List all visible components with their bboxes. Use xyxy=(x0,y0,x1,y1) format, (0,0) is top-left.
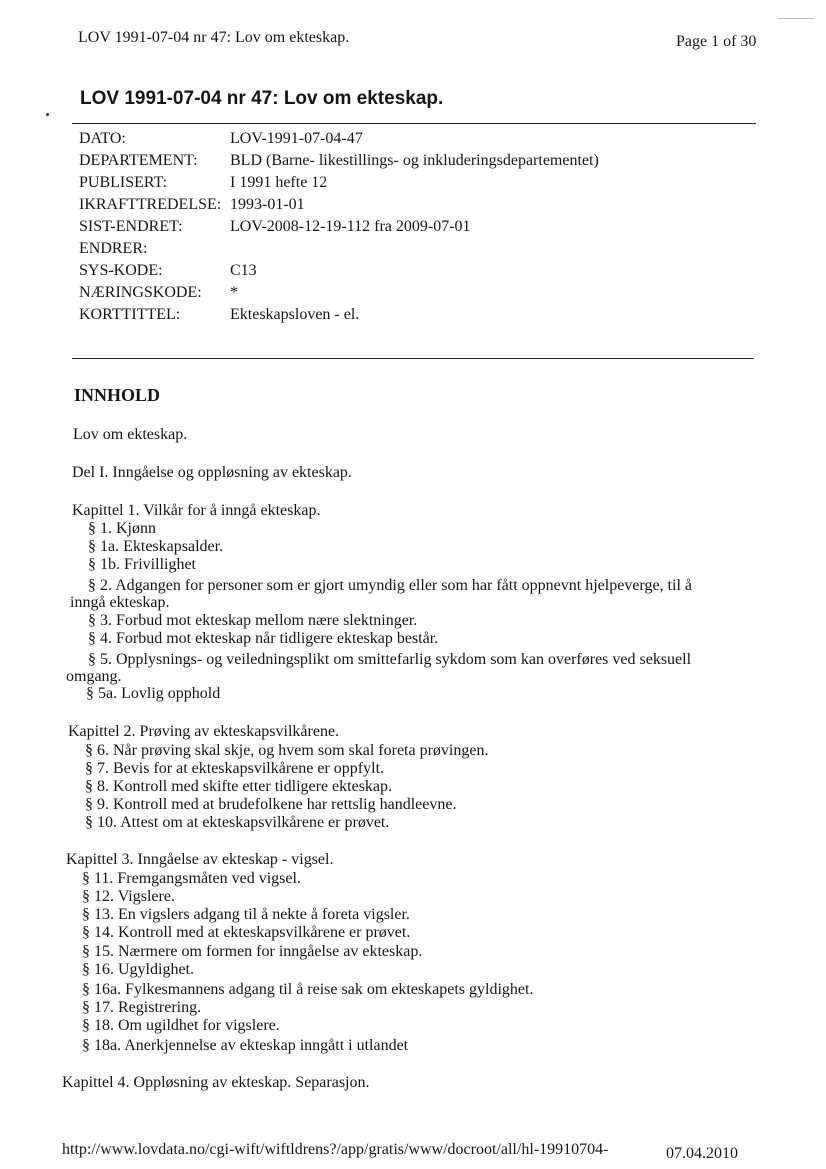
toc-section-item-continued[interactable]: inngå ekteskap. xyxy=(70,594,170,611)
metadata-key: ENDRER: xyxy=(79,240,148,257)
divider-top xyxy=(72,123,756,124)
footer-url[interactable]: http://www.lovdata.no/cgi-wift/wiftldrens?/app/gratis/www/docroot/all/hl-19910704- xyxy=(62,1141,609,1158)
toc-section-item[interactable]: § 1b. Frivillighet xyxy=(88,556,196,573)
metadata-value: Ekteskapsloven - el. xyxy=(230,306,360,323)
metadata-value: BLD (Barne- likestillings- og inkluderingsdepartementet) xyxy=(230,152,599,169)
metadata-key: KORTTITTEL: xyxy=(79,306,181,323)
metadata-value: I 1991 hefte 12 xyxy=(230,174,328,191)
toc-section-item[interactable]: § 15. Nærmere om formen for inngåelse av ekteskap. xyxy=(82,943,423,960)
metadata-row-sist-endret xyxy=(79,218,759,240)
metadata-key: SIST-ENDRET: xyxy=(79,218,183,235)
toc-section-item[interactable]: § 5a. Lovlig opphold xyxy=(86,685,221,702)
toc-section-item[interactable]: § 5. Opplysnings- og veiledningsplikt om smittefarlig sykdom som kan overføres ved seksuell xyxy=(88,651,692,668)
toc-section-item[interactable]: § 9. Kontroll med at brudefolkene har rettslig handleevne. xyxy=(85,796,457,813)
metadata-row-endrer xyxy=(79,240,759,262)
toc-section-item[interactable]: § 11. Fremgangsmåten ved vigsel. xyxy=(82,870,301,887)
toc-section-item[interactable]: § 4. Forbud mot ekteskap når tidligere ekteskap består. xyxy=(88,630,439,647)
toc-section-item[interactable]: § 3. Forbud mot ekteskap mellom nære slektninger. xyxy=(88,612,418,629)
metadata-row-naeringskode xyxy=(79,284,759,306)
metadata-row-korttittel xyxy=(79,306,759,328)
toc-section-item[interactable]: § 8. Kontroll med skifte etter tidligere ekteskap. xyxy=(85,778,393,795)
toc-section-item[interactable]: § 10. Attest om at ekteskapsvilkårene er prøvet. xyxy=(85,814,390,831)
footer-date: 07.04.2010 xyxy=(666,1145,738,1162)
toc-section-item[interactable]: § 12. Vigslere. xyxy=(82,888,175,905)
page-header-title: LOV 1991-07-04 nr 47: Lov om ekteskap. xyxy=(78,29,350,46)
toc-law-title[interactable]: Lov om ekteskap. xyxy=(73,426,188,443)
toc-section-item[interactable]: § 1a. Ekteskapsalder. xyxy=(88,538,224,555)
metadata-key: NÆRINGSKODE: xyxy=(79,284,202,301)
toc-chapter-heading[interactable]: Kapittel 3. Inngåelse av ekteskap - vigsel. xyxy=(66,851,334,868)
toc-heading: INNHOLD xyxy=(74,385,161,405)
metadata-row-departement xyxy=(79,152,759,174)
scan-dot xyxy=(46,113,49,116)
toc-section-item[interactable]: § 18a. Anerkjennelse av ekteskap inngått i utlandet xyxy=(82,1037,409,1054)
metadata-key: SYS-KODE: xyxy=(79,262,163,279)
page-number: Page 1 of 30 xyxy=(676,33,757,50)
toc-section-item[interactable]: § 14. Kontroll med at ekteskapsvilkårene er prøvet. xyxy=(82,924,411,941)
toc-chapter-heading[interactable]: Kapittel 2. Prøving av ekteskapsvilkårene. xyxy=(68,723,340,740)
metadata-value: 1993-01-01 xyxy=(230,196,305,213)
metadata-row-ikrafttredelse xyxy=(79,196,759,218)
metadata-value: LOV-1991-07-04-47 xyxy=(230,130,363,147)
metadata-row-dato xyxy=(79,130,759,152)
toc-section-item[interactable]: § 7. Bevis for at ekteskapsvilkårene er oppfylt. xyxy=(85,760,385,777)
metadata-key: DEPARTEMENT: xyxy=(79,152,198,169)
toc-section-item[interactable]: § 2. Adgangen for personer som er gjort umyndig eller som har fått oppnevnt hjelpeverge, til å xyxy=(88,577,692,594)
metadata-table xyxy=(79,130,759,328)
toc-part-heading[interactable]: Del I. Inngåelse og oppløsning av ekteskap. xyxy=(72,464,352,481)
toc-chapter-heading[interactable]: Kapittel 1. Vilkår for å inngå ekteskap. xyxy=(72,502,321,519)
divider-bottom xyxy=(72,358,754,359)
toc-section-item[interactable]: § 16. Ugyldighet. xyxy=(82,961,194,978)
toc-section-item[interactable]: § 6. Når prøving skal skje, og hvem som skal foreta prøvingen. xyxy=(85,742,489,759)
metadata-key: DATO: xyxy=(79,130,126,147)
metadata-value: LOV-2008-12-19-112 fra 2009-07-01 xyxy=(230,218,471,235)
toc-section-item-continued[interactable]: omgang. xyxy=(66,668,122,685)
toc-chapter-heading[interactable]: Kapittel 4. Oppløsning av ekteskap. Separasjon. xyxy=(62,1074,370,1091)
metadata-key: IKRAFTTREDELSE: xyxy=(79,196,222,213)
metadata-value: * xyxy=(230,284,238,301)
metadata-key: PUBLISERT: xyxy=(79,174,168,191)
toc-section-item[interactable]: § 17. Registrering. xyxy=(82,999,202,1016)
metadata-row-sys-kode xyxy=(79,262,759,284)
toc-section-item[interactable]: § 18. Om ugildhet for vigslere. xyxy=(82,1017,280,1034)
document-title: LOV 1991-07-04 nr 47: Lov om ekteskap. xyxy=(80,88,444,109)
corner-scan-mark xyxy=(778,18,814,19)
metadata-row-publisert xyxy=(79,174,759,196)
toc-section-item[interactable]: § 1. Kjønn xyxy=(88,520,156,537)
toc-section-item[interactable]: § 13. En vigslers adgang til å nekte å foreta vigsler. xyxy=(82,906,410,923)
toc-section-item[interactable]: § 16a. Fylkesmannens adgang til å reise sak om ekteskapets gyldighet. xyxy=(82,981,534,998)
metadata-value: C13 xyxy=(230,262,257,279)
